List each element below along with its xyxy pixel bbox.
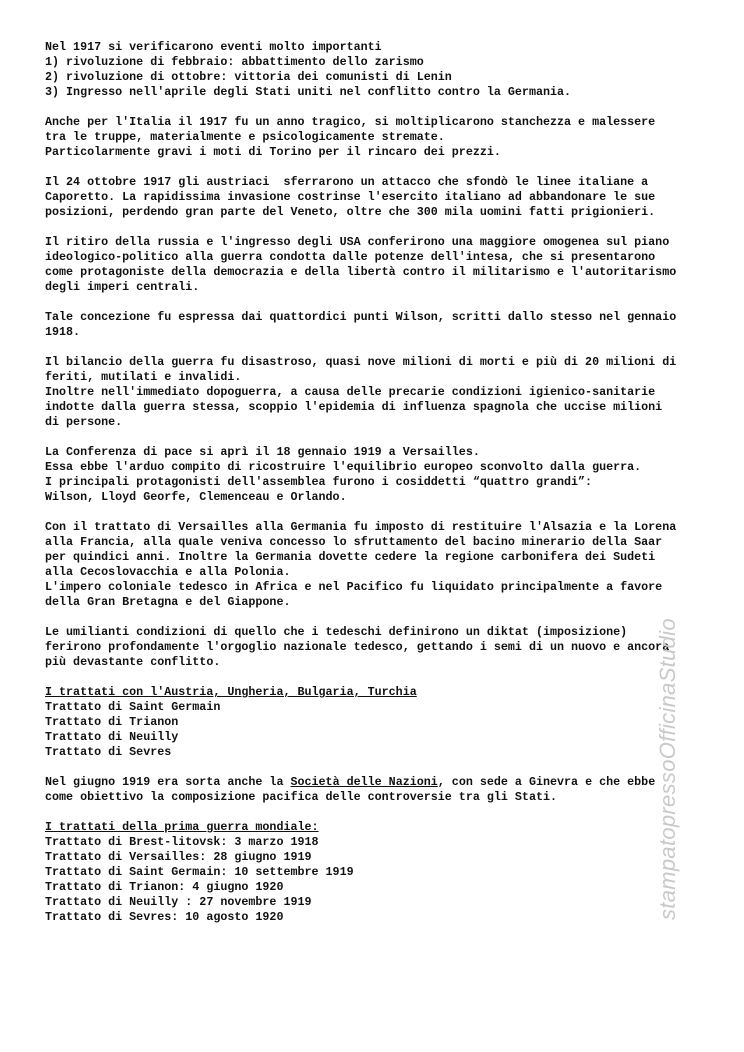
- list-item: Trattato di Saint Germain: 10 settembre 1919: [45, 865, 354, 879]
- list-item: 1) rivoluzione di febbraio: abbattimento dello zarismo: [45, 55, 424, 69]
- text-line: Particolarmente gravi i moti di Torino per il rincaro dei prezzi.: [45, 145, 501, 159]
- paragraph-peace-conference: [45, 445, 735, 505]
- watermark: stampatopressoOfficinaStudio: [655, 618, 680, 920]
- paragraph-italy-1917: [45, 115, 735, 160]
- text-line: posizioni, perdendo gran parte del Veneto, oltre che 300 mila uomini fatti prigionieri.: [45, 205, 656, 219]
- list-item: Trattato di Brest-litovsk: 3 marzo 1918: [45, 835, 319, 849]
- text-line: ferirono profondamente l'orgoglio nazionale tedesco, gettando i semi di un nuovo e ancora: [45, 640, 670, 654]
- text-line: Anche per l'Italia il 1917 fu un anno tragico, si moltiplicarono stanchezza e malessere: [45, 115, 656, 129]
- text-line: Nel 1917 si verificarono eventi molto importanti: [45, 40, 382, 54]
- text-line: L'impero coloniale tedesco in Africa e nel Pacifico fu liquidato principalmente a favore: [45, 580, 663, 594]
- text-line: alla Francia, alla quale veniva concesso lo sfruttamento del bacino minerario della Saar: [45, 535, 663, 549]
- text-line: ideologico-politico alla guerra condotta dalle potenze dell'intesa, che si presentarono: [45, 250, 656, 264]
- paragraph-russia-usa: [45, 235, 735, 295]
- text-line: Caporetto. La rapidissima invasione costrinse l'esercito italiano ad abbandonare le sue: [45, 190, 656, 204]
- text-line: feriti, mutilati e invalidi.: [45, 370, 242, 384]
- text-line: degli imperi centrali.: [45, 280, 200, 294]
- paragraph-versailles: [45, 520, 735, 610]
- list-item: Trattato di Neuilly : 27 novembre 1919: [45, 895, 312, 909]
- section-heading: I trattati con l'Austria, Ungheria, Bulgaria, Turchia: [45, 685, 417, 699]
- text-line: Tale concezione fu espressa dai quattordici punti Wilson, scritti dallo stesso nel gennaio: [45, 310, 677, 324]
- text-line: Il bilancio della guerra fu disastroso, quasi nove milioni di morti e più di 20 milioni di: [45, 355, 677, 369]
- list-item: Trattato di Sevres: [45, 745, 172, 759]
- text-line: più devastante conflitto.: [45, 655, 221, 669]
- document-page: [45, 40, 735, 940]
- text-line: Il 24 ottobre 1917 gli austriaci sferrarono un attacco che sfondò le linee italiane a: [45, 175, 649, 189]
- text-line: come protagoniste della democrazia e della libertà contro il militarismo e l'autoritarismo: [45, 265, 677, 279]
- section-heading: I trattati della prima guerra mondiale:: [45, 820, 319, 834]
- list-item: Trattato di Trianon: 4 giugno 1920: [45, 880, 284, 894]
- text-line: della Gran Bretagna e del Giappone.: [45, 595, 291, 609]
- paragraph-wilson: [45, 310, 735, 340]
- paragraph-diktat: [45, 625, 735, 670]
- text-line: Wilson, Lloyd Georfe, Clemenceau e Orlando.: [45, 490, 347, 504]
- text-line: alla Cecoslovacchia e alla Polonia.: [45, 565, 291, 579]
- section-treaties-ww1: [45, 820, 735, 925]
- paragraph-war-toll: [45, 355, 735, 430]
- paragraph-league-of-nations: [45, 775, 735, 805]
- text-line: [45, 775, 735, 790]
- paragraph-caporetto: [45, 175, 735, 220]
- text-line: di persone.: [45, 415, 123, 429]
- list-item: Trattato di Saint Germain: [45, 700, 221, 714]
- text-segment: , con sede a Ginevra e che ebbe: [437, 775, 656, 789]
- text-line: Il ritiro della russia e l'ingresso degli USA conferirono una maggiore omogenea sul piano: [45, 235, 670, 249]
- text-line: per quindici anni. Inoltre la Germania dovette cedere la regione carbonifera dei Sudeti: [45, 550, 656, 564]
- list-item: Trattato di Versailles: 28 giugno 1919: [45, 850, 312, 864]
- text-line: Le umilianti condizioni di quello che i tedeschi definirono un diktat (imposizione): [45, 625, 628, 639]
- text-line: indotte dalla guerra stessa, scoppio l'epidemia di influenza spagnola che uccise milioni: [45, 400, 663, 414]
- text-line: Essa ebbe l'arduo compito di ricostruire l'equilibrio europeo sconvolto dalla guerra.: [45, 460, 642, 474]
- text-line: Con il trattato di Versailles alla Germania fu imposto di restituire l'Alsazia e la Lorena: [45, 520, 677, 534]
- text-line: Inoltre nell'immediato dopoguerra, a causa delle precarie condizioni igienico-sanitarie: [45, 385, 656, 399]
- list-item: 2) rivoluzione di ottobre: vittoria dei comunisti di Lenin: [45, 70, 452, 84]
- text-line: 1918.: [45, 325, 81, 339]
- text-line: I principali protagonisti dell'assemblea furono i cosiddetti “quattro grandi”:: [45, 475, 593, 489]
- text-segment: Nel giugno 1919 era sorta anche la: [45, 775, 291, 789]
- list-item: Trattato di Sevres: 10 agosto 1920: [45, 910, 284, 924]
- paragraph-1917-events: [45, 40, 735, 100]
- league-of-nations-link: Società delle Nazioni: [290, 775, 438, 789]
- list-item: Trattato di Neuilly: [45, 730, 179, 744]
- list-item: 3) Ingresso nell'aprile degli Stati uniti nel conflitto contro la Germania.: [45, 85, 572, 99]
- text-line: tra le truppe, materialmente e psicologicamente stremate.: [45, 130, 445, 144]
- text-line: La Conferenza di pace si aprì il 18 gennaio 1919 a Versailles.: [45, 445, 480, 459]
- list-item: Trattato di Trianon: [45, 715, 179, 729]
- section-treaties-austria: [45, 685, 735, 760]
- text-line: come obiettivo la composizione pacifica delle controversie tra gli Stati.: [45, 790, 557, 804]
